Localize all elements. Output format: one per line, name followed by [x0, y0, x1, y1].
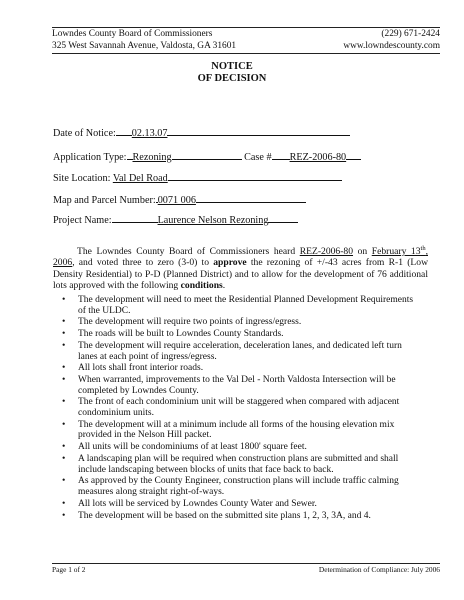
- conditions-list: [53, 295, 423, 522]
- phone-number: (229) 671-2424: [381, 29, 440, 39]
- letterhead: [52, 27, 440, 54]
- body-text: on: [353, 246, 372, 258]
- bullet-icon: •: [62, 329, 66, 340]
- condition-text: All units will be condominiums of at least 1800' square feet.: [78, 442, 307, 453]
- project-name-field: [53, 212, 298, 227]
- bullet-icon: •: [62, 510, 66, 521]
- map-parcel-label: Map and Parcel Number:: [53, 195, 156, 206]
- date-of-notice-field: [53, 125, 350, 140]
- body-text: , and voted three to zero (3-0) to: [72, 257, 214, 269]
- body-text: the rezoning of +/-43 acres from R-1 (Low Density Residential) to P-D (Planned District) and to allow for the development of 76 additional lots approved with the following: [53, 257, 428, 292]
- condition-item: [53, 295, 423, 316]
- body-text: .: [222, 280, 226, 292]
- address: 325 West Savannah Avenue, Valdosta, GA 31601: [52, 41, 237, 51]
- blank-line: [167, 125, 350, 136]
- blank-line: [116, 125, 132, 136]
- condition-item: [53, 375, 423, 396]
- bullet-icon: •: [62, 317, 66, 328]
- application-type-field: [53, 149, 361, 164]
- condition-item: [53, 363, 423, 374]
- condition-item: [53, 511, 423, 522]
- conditions-word: conditions: [180, 280, 223, 292]
- blank-line: [272, 149, 290, 160]
- blank-line: [172, 149, 242, 160]
- condition-item: [53, 341, 423, 362]
- condition-text: The front of each condominium unit will be staggered when compared with adjacent condominium units.: [78, 397, 400, 419]
- project-name-value: Laurence Nelson Rezoning: [157, 215, 269, 226]
- bullet-icon: •: [62, 442, 66, 453]
- body-text: The Lowndes County Board of Commissioners heard: [77, 246, 300, 258]
- bullet-icon: •: [62, 419, 66, 430]
- condition-text: The development will require two points of ingress/egress.: [78, 317, 302, 328]
- case-reference: REZ-2006-80: [299, 246, 354, 258]
- blank-line: [196, 192, 306, 203]
- bullet-icon: •: [62, 397, 66, 408]
- application-type-value: Rezoning: [132, 152, 172, 163]
- hearing-date-part: February 13: [371, 246, 421, 258]
- site-location-label: Site Location:: [53, 173, 111, 184]
- condition-text: When warranted, improvements to the Val Del - North Valdosta Intersection will be completed by Lowndes County.: [78, 375, 396, 396]
- date-value: 02.13.07: [131, 128, 168, 139]
- decision-paragraph: [53, 243, 428, 291]
- bullet-icon: •: [62, 375, 66, 386]
- blank-line: [168, 170, 342, 181]
- condition-item: [53, 420, 423, 441]
- condition-text: A landscaping plan will be required when construction plans are submitted and shall include landscaping between blocks of units that face back to back.: [78, 454, 399, 475]
- condition-text: The development will require acceleration, deceleration lanes, and dedicated left turn lanes at each point of ingress/egress.: [78, 340, 402, 362]
- condition-text: The development will be based on the submitted site plans 1, 2, 3, 3A, and 4.: [78, 510, 371, 521]
- condition-item: [53, 454, 423, 475]
- title-line-1: NOTICE: [211, 61, 253, 72]
- condition-item: [53, 499, 423, 510]
- bullet-icon: •: [62, 454, 66, 464]
- condition-text: The roads will be built to Lowndes County Standards.: [78, 329, 284, 340]
- case-label: Case #: [244, 152, 272, 163]
- condition-text: The development will need to meet the Residential Planned Development Requirements of the ULDC.: [78, 295, 414, 316]
- bullet-icon: •: [62, 476, 66, 487]
- bullet-icon: •: [62, 498, 66, 509]
- site-location-field: [53, 170, 342, 185]
- condition-item: [53, 397, 423, 418]
- approve-word: approve: [213, 257, 247, 269]
- condition-item: [53, 329, 423, 340]
- application-type-label: Application Type:: [53, 152, 127, 163]
- page-footer: [52, 563, 440, 574]
- organization-name: Lowndes County Board of Commissioners: [52, 29, 213, 39]
- document-title: [0, 61, 464, 85]
- page-number: Page 1 of 2: [52, 565, 86, 574]
- website: www.lowndescounty.com: [343, 41, 440, 51]
- bullet-icon: •: [62, 340, 66, 351]
- condition-item: [53, 476, 423, 497]
- map-parcel-field: [53, 192, 306, 207]
- date-ordinal: th: [420, 245, 426, 252]
- bullet-icon: •: [62, 295, 66, 305]
- bullet-icon: •: [62, 363, 66, 374]
- condition-text: All lots shall front interior roads.: [78, 363, 204, 374]
- blank-line: [112, 212, 158, 223]
- title-line-2: OF DECISION: [197, 73, 267, 84]
- condition-text: All lots will be serviced by Lowndes County Water and Sewer.: [78, 498, 317, 509]
- map-parcel-value: 0071 006: [157, 195, 196, 206]
- case-value: REZ-2006-80: [289, 152, 347, 163]
- condition-item: [53, 317, 423, 328]
- condition-text: As approved by the County Engineer, construction plans will include traffic calming measures along straight right-of-ways.: [78, 476, 399, 497]
- site-location-value: Val Del Road: [112, 173, 168, 184]
- hearing-date-year: , 2006: [53, 246, 428, 269]
- condition-item: [53, 442, 423, 453]
- document-reference: Determination of Compliance: July 2006: [318, 565, 440, 574]
- blank-line: [346, 149, 361, 160]
- project-name-label: Project Name:: [53, 215, 112, 226]
- condition-text: The development will at a minimum include all forms of the housing elevation mix provided in the Nelson Hill packet.: [78, 419, 395, 441]
- date-label: Date of Notice:: [53, 128, 116, 139]
- blank-line: [268, 212, 298, 223]
